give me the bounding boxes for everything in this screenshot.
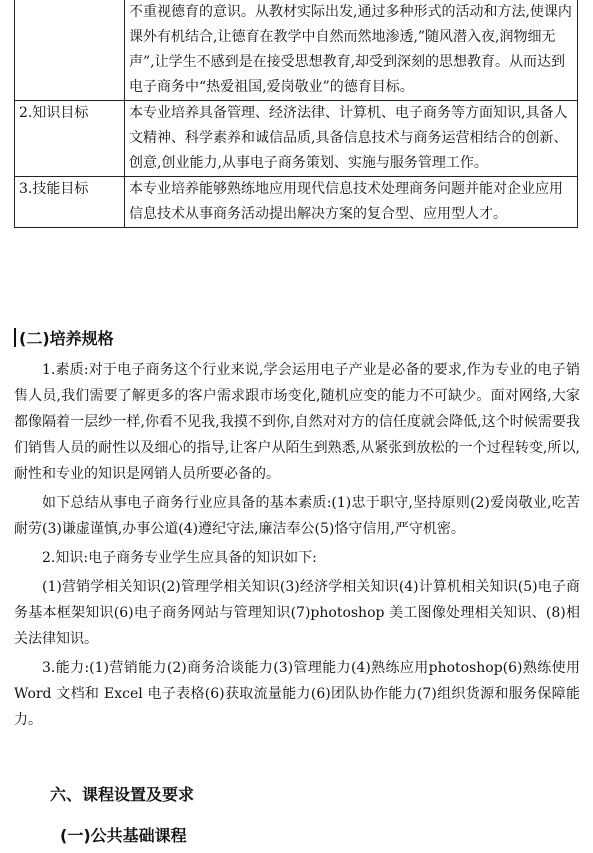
chapter-heading-curriculum: 六、课程设置及要求 xyxy=(50,785,195,804)
training-body xyxy=(14,357,580,733)
section-heading-training xyxy=(14,326,114,352)
row-label: 3.技能目标 xyxy=(15,177,125,228)
text-cursor xyxy=(14,328,16,347)
paragraph-quality: 1.素质:对于电子商务这个行业来说,学会运用电子产业是必备的要求,作为专业的电子销售人员,我们需要了解更多的客户需求跟市场变化,随机应变的能力不可缺少。面对网络,大家都像隔着一层纱一样,你看不见我,我摸不到你,自然对对方的信任度就会降低,这个时候需要我们销售人员的耐性以及细心的指导,让客户从陌生到熟悉,从紧张到放松的一个过程转变,所以,耐性和专业的知识是网销人员所要必备的。 xyxy=(14,362,580,482)
paragraph-ability: 3.能力:(1)营销能力(2)商务洽谈能力(3)管理能力(4)熟练应用photoshop(6)熟练使用 Word 文档和 Excel 电子表格(6)获取流量能力(6)团队协作能力(7)组织货源和服务保障能力。 xyxy=(14,660,580,728)
goals-table xyxy=(14,0,578,228)
paragraph-knowledge: 2.知识:电子商务专业学生应具备的知识如下: xyxy=(42,550,317,566)
row-label: 2.知识目标 xyxy=(15,101,125,177)
paragraph-knowledge-list: (1)营销学相关知识(2)管理学相关知识(3)经济学相关知识(4)计算机相关知识(5)电子商务基本框架知识(6)电子商务网站与管理知识(7)photoshop 美工图像处理相关知识、(8)相关法律知识。 xyxy=(14,579,580,647)
paragraph-qualities-summary: 如下总结从事电子商务行业应具备的基本素质:(1)忠于职守,坚持原则(2)爱岗敬业,吃苦耐劳(3)谦虚谨慎,办事公道(4)遵纪守法,廉洁奉公(5)恪守信用,严守机密。 xyxy=(14,495,580,537)
row-content: 不重视德育的意识。从教材实际出发,通过多种形式的活动和方法,使课内课外有机结合,让德育在教学中自然而然地渗透,”随风潜入夜,润物细无声”,让学生不感到是在接受思想教育,却受到深刻的思想教育。从而达到电子商务中“热爱祖国,爱岗敬业”的德育目标。 xyxy=(125,0,578,101)
section-heading-text: (二)培养规格 xyxy=(19,329,114,348)
section-heading-public-courses: (一)公共基础课程 xyxy=(60,826,187,845)
row-label xyxy=(15,0,125,101)
table-row xyxy=(15,177,578,228)
row-content: 本专业培养具备管理、经济法律、计算机、电子商务等方面知识,具备人文精神、科学素养和诚信品质,具备信息技术与商务运营相结合的创新、创意,创业能力,从事电子商务策划、实施与服务管理工作。 xyxy=(125,101,578,177)
table-row xyxy=(15,0,578,101)
row-content: 本专业培养能够熟练地应用现代信息技术处理商务问题并能对企业应用信息技术从事商务活动提出解决方案的复合型、应用型人才。 xyxy=(125,177,578,228)
table-row xyxy=(15,101,578,177)
